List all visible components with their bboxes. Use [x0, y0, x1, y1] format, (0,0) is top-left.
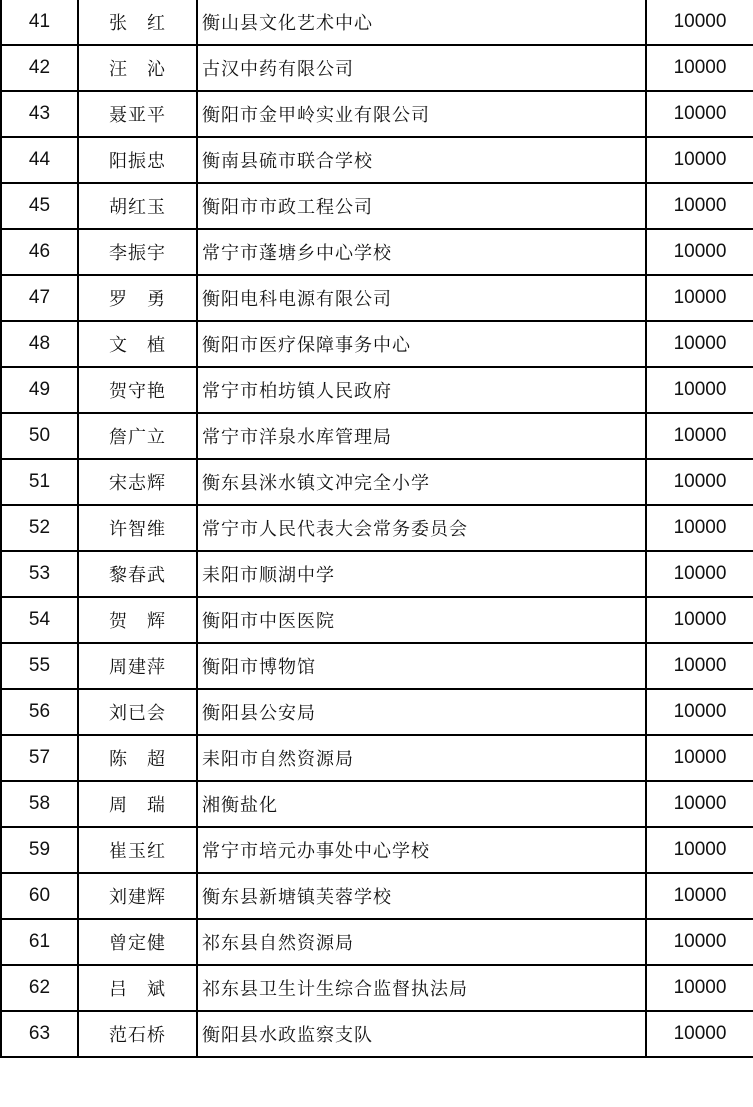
- table-row: [1, 735, 753, 781]
- row-number-cell: 48: [1, 321, 78, 367]
- table-row: [1, 965, 753, 1011]
- row-number-cell: 53: [1, 551, 78, 597]
- amount-cell: 10000: [646, 643, 753, 689]
- table-row: [1, 0, 753, 45]
- person-name-cell: 阳振忠: [78, 137, 197, 183]
- person-name-cell: 詹广立: [78, 413, 197, 459]
- person-name-cell: 张 红: [78, 0, 197, 45]
- row-number-cell: 45: [1, 183, 78, 229]
- work-unit-cell: 常宁市洋泉水库管理局: [197, 413, 646, 459]
- table-row: [1, 781, 753, 827]
- person-name-cell: 贺守艳: [78, 367, 197, 413]
- table-row: [1, 367, 753, 413]
- work-unit-cell: 古汉中药有限公司: [197, 45, 646, 91]
- amount-cell: 10000: [646, 321, 753, 367]
- row-number-cell: 57: [1, 735, 78, 781]
- amount-cell: 10000: [646, 183, 753, 229]
- person-name-cell: 李振宇: [78, 229, 197, 275]
- amount-cell: 10000: [646, 45, 753, 91]
- person-name-cell: 贺 辉: [78, 597, 197, 643]
- person-name-cell: 周建萍: [78, 643, 197, 689]
- work-unit-cell: 常宁市培元办事处中心学校: [197, 827, 646, 873]
- person-name-cell: 吕 斌: [78, 965, 197, 1011]
- work-unit-cell: 衡东县洣水镇文冲完全小学: [197, 459, 646, 505]
- table-row: [1, 827, 753, 873]
- amount-cell: 10000: [646, 689, 753, 735]
- work-unit-cell: 祁东县卫生计生综合监督执法局: [197, 965, 646, 1011]
- row-number-cell: 56: [1, 689, 78, 735]
- table-row: [1, 413, 753, 459]
- work-unit-cell: 衡阳市中医医院: [197, 597, 646, 643]
- work-unit-cell: 衡阳市医疗保障事务中心: [197, 321, 646, 367]
- table-row: [1, 643, 753, 689]
- person-name-cell: 聂亚平: [78, 91, 197, 137]
- row-number-cell: 49: [1, 367, 78, 413]
- amount-cell: 10000: [646, 597, 753, 643]
- amount-cell: 10000: [646, 505, 753, 551]
- amount-cell: 10000: [646, 91, 753, 137]
- row-number-cell: 43: [1, 91, 78, 137]
- work-unit-cell: 衡阳市博物馆: [197, 643, 646, 689]
- row-number-cell: 50: [1, 413, 78, 459]
- row-number-cell: 63: [1, 1011, 78, 1057]
- work-unit-cell: 衡阳市金甲岭实业有限公司: [197, 91, 646, 137]
- row-number-cell: 59: [1, 827, 78, 873]
- amount-cell: 10000: [646, 919, 753, 965]
- row-number-cell: 47: [1, 275, 78, 321]
- row-number-cell: 61: [1, 919, 78, 965]
- row-number-cell: 54: [1, 597, 78, 643]
- row-number-cell: 44: [1, 137, 78, 183]
- amount-cell: 10000: [646, 735, 753, 781]
- work-unit-cell: 衡阳电科电源有限公司: [197, 275, 646, 321]
- person-name-cell: 罗 勇: [78, 275, 197, 321]
- person-name-cell: 胡红玉: [78, 183, 197, 229]
- row-number-cell: 60: [1, 873, 78, 919]
- table-row: [1, 597, 753, 643]
- person-name-cell: 宋志辉: [78, 459, 197, 505]
- work-unit-cell: 常宁市柏坊镇人民政府: [197, 367, 646, 413]
- work-unit-cell: 衡阳县公安局: [197, 689, 646, 735]
- amount-cell: 10000: [646, 0, 753, 45]
- amount-cell: 10000: [646, 965, 753, 1011]
- table-row: [1, 551, 753, 597]
- work-unit-cell: 湘衡盐化: [197, 781, 646, 827]
- table-row: [1, 183, 753, 229]
- person-name-cell: 刘已会: [78, 689, 197, 735]
- table-row: [1, 1011, 753, 1057]
- person-name-cell: 崔玉红: [78, 827, 197, 873]
- row-number-cell: 55: [1, 643, 78, 689]
- row-number-cell: 58: [1, 781, 78, 827]
- row-number-cell: 52: [1, 505, 78, 551]
- row-number-cell: 62: [1, 965, 78, 1011]
- table-row: [1, 919, 753, 965]
- work-unit-cell: 祁东县自然资源局: [197, 919, 646, 965]
- amount-cell: 10000: [646, 459, 753, 505]
- person-name-cell: 范石桥: [78, 1011, 197, 1057]
- person-name-cell: 周 瑞: [78, 781, 197, 827]
- work-unit-cell: 常宁市人民代表大会常务委员会: [197, 505, 646, 551]
- table-row: [1, 321, 753, 367]
- amount-cell: 10000: [646, 275, 753, 321]
- amount-cell: 10000: [646, 367, 753, 413]
- work-unit-cell: 衡山县文化艺术中心: [197, 0, 646, 45]
- row-number-cell: 46: [1, 229, 78, 275]
- row-number-cell: 41: [1, 0, 78, 45]
- table-row: [1, 229, 753, 275]
- amount-cell: 10000: [646, 137, 753, 183]
- person-name-cell: 刘建辉: [78, 873, 197, 919]
- amount-cell: 10000: [646, 827, 753, 873]
- table-row: [1, 137, 753, 183]
- table-row: [1, 91, 753, 137]
- table-row: [1, 689, 753, 735]
- person-name-cell: 陈 超: [78, 735, 197, 781]
- work-unit-cell: 耒阳市自然资源局: [197, 735, 646, 781]
- person-name-cell: 文 植: [78, 321, 197, 367]
- table-row: [1, 505, 753, 551]
- table-row: [1, 873, 753, 919]
- amount-cell: 10000: [646, 551, 753, 597]
- person-name-cell: 许智维: [78, 505, 197, 551]
- person-name-cell: 黎春武: [78, 551, 197, 597]
- row-number-cell: 51: [1, 459, 78, 505]
- amount-cell: 10000: [646, 873, 753, 919]
- table-row: [1, 459, 753, 505]
- work-unit-cell: 常宁市蓬塘乡中心学校: [197, 229, 646, 275]
- table-row: [1, 45, 753, 91]
- work-unit-cell: 衡南县硫市联合学校: [197, 137, 646, 183]
- amount-cell: 10000: [646, 413, 753, 459]
- amount-cell: 10000: [646, 229, 753, 275]
- work-unit-cell: 衡阳市市政工程公司: [197, 183, 646, 229]
- person-name-cell: 曾定健: [78, 919, 197, 965]
- work-unit-cell: 衡阳县水政监察支队: [197, 1011, 646, 1057]
- work-unit-cell: 耒阳市顺湖中学: [197, 551, 646, 597]
- table-row: [1, 275, 753, 321]
- amount-cell: 10000: [646, 781, 753, 827]
- table-body: [1, 0, 753, 1057]
- amount-cell: 10000: [646, 1011, 753, 1057]
- row-number-cell: 42: [1, 45, 78, 91]
- work-unit-cell: 衡东县新塘镇芙蓉学校: [197, 873, 646, 919]
- person-name-cell: 汪 沁: [78, 45, 197, 91]
